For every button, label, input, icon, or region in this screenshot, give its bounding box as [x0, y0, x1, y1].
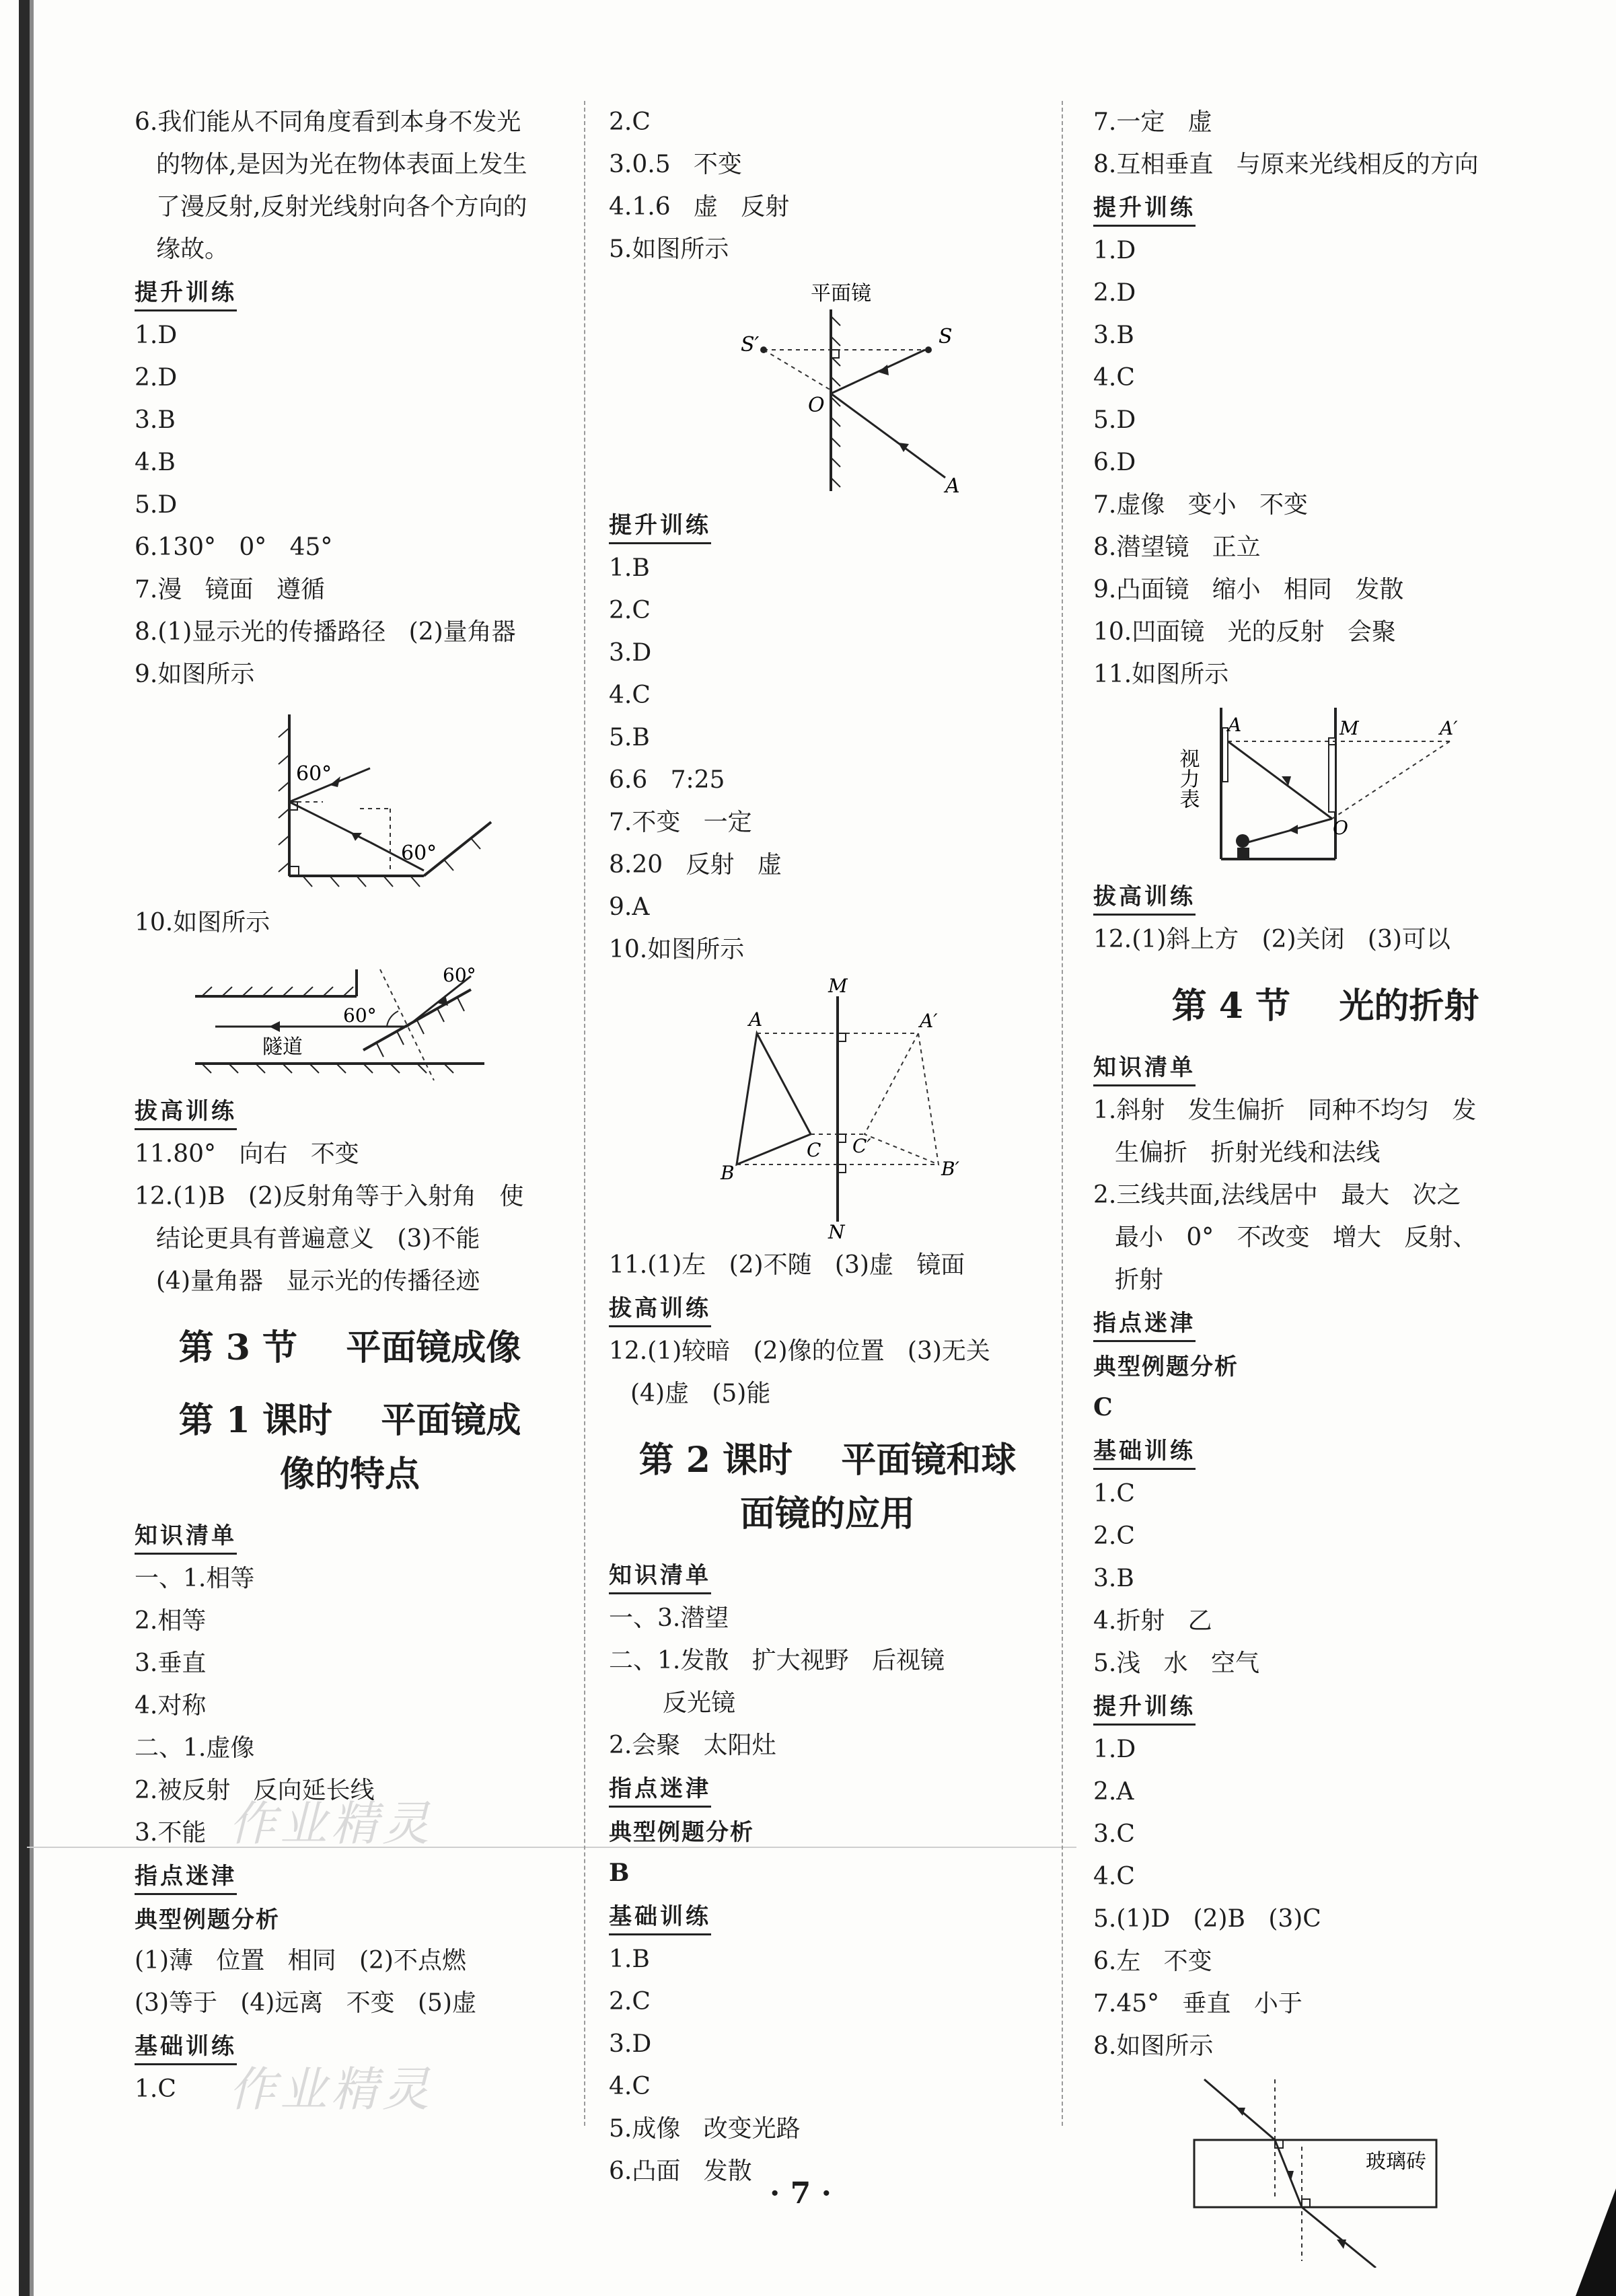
answer-line: 了漫反射,反射光线射向各个方向的	[156, 193, 527, 221]
figure-mirror-corner-reflection	[135, 701, 538, 896]
section-header: 基础训练	[1093, 1434, 1196, 1470]
answer-line: (4)虚 (5)能	[630, 1380, 771, 1407]
glass-brick-label: 玻璃砖	[1366, 2150, 1426, 2174]
subsection-header: 典型例题分析	[135, 1906, 280, 1933]
answer-line: 折射	[1115, 1266, 1164, 1294]
answer-line: (4)量角器 显示光的传播径迹	[156, 1267, 480, 1295]
section-title: 第 3 节 平面镜成像	[178, 1327, 521, 1368]
answer-line: 3.不能	[135, 1819, 207, 1847]
answer-line: 2.三线共面,法线居中 最大 次之	[1093, 1181, 1461, 1209]
section-header: 基础训练	[609, 1900, 711, 1935]
answer-line: 1.B	[609, 554, 650, 582]
point-label: B′	[941, 1158, 959, 1180]
answer-line: 7.漫 镜面 遵循	[135, 576, 326, 603]
angle-label: 60°	[296, 762, 332, 786]
figure-glass-brick-refraction	[1093, 2073, 1537, 2268]
figure-plane-mirror-image	[609, 276, 1039, 498]
watermark: 作业精灵	[229, 2062, 433, 2117]
answer-line: 二、1.虚像	[135, 1734, 255, 1762]
answer-line: 结论更具有普遍意义 (3)不能	[156, 1225, 480, 1253]
answer-line: 9.凸面镜 缩小 相同 发散	[1093, 576, 1404, 603]
answer-line: 10.如图所示	[135, 909, 270, 936]
answer-line: 1.D	[1093, 1736, 1136, 1763]
page-corner-shadow	[1576, 2188, 1616, 2296]
answer-line: 10.如图所示	[609, 936, 745, 963]
answer-line: 6.凸面 发散	[609, 2157, 752, 2185]
page-number: · 7 ·	[770, 2176, 832, 2211]
answer-line: (1)薄 位置 相同 (2)不点燃	[135, 1947, 466, 1974]
answer-line: 4.1.6 虚 反射	[609, 193, 790, 221]
answer-line: 一、3.潜望	[609, 1604, 729, 1632]
point-label: S	[939, 325, 953, 348]
answer-line: 1.C	[1093, 1480, 1135, 1508]
answer-line: 9.A	[609, 893, 650, 921]
point-label: B	[721, 1162, 735, 1184]
lesson-title: 像的特点	[279, 1454, 420, 1495]
answer-line: 4.C	[609, 2073, 651, 2100]
answer-line: 2.D	[1093, 279, 1136, 307]
column-divider	[584, 101, 585, 2126]
answer-line: 12.(1)斜上方 (2)关闭 (3)可以	[1093, 926, 1450, 953]
lesson-title: 面镜的应用	[739, 1493, 915, 1534]
point-label: M	[828, 976, 848, 997]
answer-line: 6.130° 0° 45°	[135, 533, 333, 561]
answer-line: 2.D	[135, 364, 178, 392]
subsection-header: 典型例题分析	[609, 1819, 754, 1846]
answer-line: 1.D	[1093, 237, 1136, 264]
answer-line: 3.垂直	[135, 1650, 207, 1677]
point-label: A′	[1440, 717, 1458, 739]
angle-label: 60°	[401, 842, 437, 865]
scan-edge-shadow	[30, 0, 34, 2296]
answer-line: 4.C	[1093, 364, 1135, 392]
point-label: O	[808, 394, 825, 417]
answer-line: 9.如图所示	[135, 661, 255, 688]
answer-line: 4.C	[609, 681, 651, 709]
answer-line: 反光镜	[663, 1689, 736, 1717]
section-header: 知识清单	[609, 1559, 711, 1594]
section-header: 提升训练	[1093, 191, 1196, 227]
answer-line: 11.如图所示	[1093, 661, 1229, 688]
watermark: 作业精灵	[229, 1796, 433, 1851]
answer-line: 3.D	[609, 639, 652, 667]
answer-line: 的物体,是因为光在物体表面上发生	[156, 151, 527, 178]
section-header: 基础训练	[135, 2030, 237, 2065]
answer-line: 7.一定 虚	[1093, 108, 1212, 136]
answer-line: 8.(1)显示光的传播路径 (2)量角器	[135, 618, 516, 646]
answer-line: 5.B	[609, 724, 650, 751]
answer-line: 2.C	[609, 108, 651, 136]
point-label: S′	[741, 333, 760, 357]
answer-line: 5.D	[1093, 406, 1136, 434]
angle-label: 60°	[443, 964, 476, 986]
answer-line: 4.折射 乙	[1093, 1607, 1212, 1635]
answer-line: 8.如图所示	[1093, 2032, 1214, 2060]
answer-line: 5.如图所示	[609, 235, 729, 263]
answer-line: 5.浅 水 空气	[1093, 1650, 1260, 1677]
answer-line: 12.(1)B (2)反射角等于入射角 使	[135, 1183, 524, 1210]
figure-triangle-mirror-image	[609, 976, 1039, 1238]
answer-line: 5.(1)D (2)B (3)C	[1093, 1905, 1321, 1933]
answer-line: 6.6 7:25	[609, 766, 725, 794]
angle-label: 60°	[343, 1004, 377, 1027]
point-label: C′	[852, 1135, 871, 1157]
lesson-title: 第 2 课时 平面镜和球	[638, 1440, 1017, 1481]
answer-line: 10.凹面镜 光的反射 会聚	[1093, 618, 1396, 646]
answer-line: B	[609, 1859, 630, 1887]
answer-line: 2.相等	[135, 1607, 207, 1635]
answer-line: C	[1093, 1393, 1113, 1421]
answer-line: 3.D	[609, 2030, 652, 2058]
answer-line: 6.D	[1093, 449, 1136, 476]
answer-line: 1.B	[609, 1946, 650, 1973]
answer-line: 2.C	[609, 1988, 651, 2015]
point-label: A′	[920, 1010, 938, 1032]
answer-line: 2.C	[1093, 1522, 1135, 1550]
answer-line: 生偏折 折射光线和法线	[1115, 1139, 1381, 1166]
answer-line: 8.20 反射 虚	[609, 851, 782, 879]
answer-line: 4.C	[1093, 1863, 1135, 1890]
answer-line: 1.D	[135, 322, 178, 349]
answer-line: 6.左 不变	[1093, 1948, 1212, 1975]
section-header: 知识清单	[135, 1519, 237, 1555]
scan-edge	[19, 0, 30, 2296]
column-3	[1093, 101, 1557, 2273]
answer-line: 4.B	[135, 449, 176, 476]
answer-line: 4.对称	[135, 1692, 207, 1719]
answer-line: 7.不变 一定	[609, 809, 752, 836]
eye-chart-label: 视力表	[1175, 748, 1200, 809]
section-title: 第 4 节 光的折射	[1171, 986, 1479, 1027]
subsection-header: 典型例题分析	[1093, 1354, 1239, 1380]
point-label: O	[1333, 817, 1348, 839]
answer-line: 3.B	[1093, 1565, 1134, 1592]
point-label: N	[828, 1221, 845, 1238]
section-header: 提升训练	[609, 509, 711, 544]
answer-line: 8.潜望镜 正立	[1093, 533, 1261, 561]
answer-line: 2.被反射 反向延长线	[135, 1777, 375, 1804]
answer-line: 3.0.5 不变	[609, 151, 742, 178]
answer-line: 11.80° 向右 不变	[135, 1140, 359, 1168]
tunnel-label: 隧道	[262, 1035, 303, 1059]
mirror-title: 平面镜	[811, 282, 871, 305]
answer-line: 11.(1)左 (2)不随 (3)虚 镜面	[609, 1251, 965, 1279]
answer-line: 2.C	[609, 597, 651, 624]
answer-line: 8.互相垂直 与原来光线相反的方向	[1093, 151, 1479, 178]
answer-line: 1.斜射 发生偏折 同种不均匀 发	[1093, 1097, 1477, 1124]
section-header: 知识清单	[1093, 1051, 1196, 1086]
section-header: 指点迷津	[1093, 1306, 1196, 1342]
answer-line: 2.会聚 太阳灶	[609, 1732, 776, 1759]
point-label: A	[1228, 714, 1242, 736]
point-label: C	[807, 1139, 821, 1161]
section-header: 提升训练	[1093, 1690, 1196, 1726]
section-header: 拔高训练	[609, 1292, 711, 1327]
section-header: 提升训练	[135, 276, 237, 311]
section-header: 拔高训练	[1093, 880, 1196, 916]
answer-line: 二、1.发散 扩大视野 后视镜	[609, 1647, 945, 1674]
answer-line: 3.B	[1093, 322, 1134, 349]
figure-eye-chart-mirror	[1093, 701, 1537, 869]
section-header: 指点迷津	[609, 1772, 711, 1808]
answer-line: 2.A	[1093, 1778, 1134, 1806]
answer-line: 7.虚像 变小 不变	[1093, 491, 1309, 519]
section-header: 拔高训练	[135, 1095, 237, 1130]
answer-line: 6.我们能从不同角度看到本身不发光	[135, 108, 521, 136]
point-label: A	[945, 474, 960, 498]
answer-line: (3)等于 (4)远离 不变 (5)虚	[135, 1989, 476, 2017]
answer-line: 最小 0° 不改变 增大 反射、	[1115, 1224, 1477, 1251]
answer-line: 3.B	[135, 406, 176, 434]
answer-line: 缘故。	[156, 235, 229, 263]
lesson-title: 第 1 课时 平面镜成	[178, 1400, 521, 1441]
point-label: A	[749, 1008, 763, 1031]
answer-line: 1.C	[135, 2075, 176, 2103]
answer-line: 12.(1)较暗 (2)像的位置 (3)无关	[609, 1337, 990, 1365]
column-divider	[1062, 101, 1063, 2126]
figure-tunnel-reflection	[135, 949, 538, 1084]
answer-line: 3.C	[1093, 1820, 1135, 1848]
answer-line: 7.45° 垂直 小于	[1093, 1990, 1302, 2017]
point-label: M	[1339, 717, 1359, 739]
column-2	[609, 101, 1046, 2192]
answer-line: 5.成像 改变光路	[609, 2115, 801, 2143]
answer-line: 5.D	[135, 491, 178, 519]
answer-line: 一、1.相等	[135, 1565, 255, 1592]
section-header: 指点迷津	[135, 1859, 237, 1895]
